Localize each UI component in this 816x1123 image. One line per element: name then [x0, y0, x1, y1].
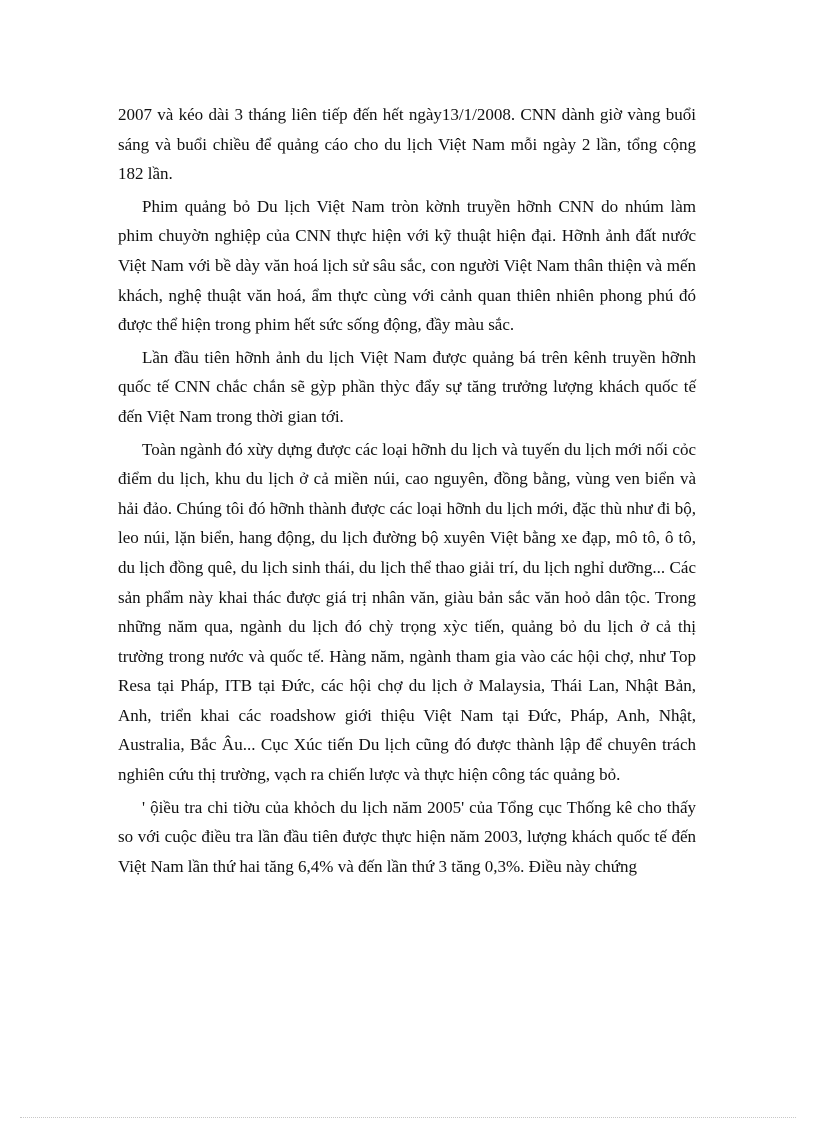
paragraph-tourism-products: Toàn ngành đó xừy dựng được các loại hỡnh du lịch và tuyến du lịch mới nối cỏc điểm du lịch, khu du lịch ở cả miền núi, cao nguyên, đồng bằng, vùng ven biển và hải đảo. Chúng tôi đó hỡnh thành được các loại hỡnh du lịch mới, đặc thù như đi bộ, leo núi, lặn biển, hang động, du lịch đường bộ xuyên Việt bằng xe đạp, mô tô, ô tô, du lịch đồng quê, du lịch sinh thái, du lịch thể thao giải trí, du lịch nghỉ dưỡng... Các sản phẩm này khai thác được giá trị nhân văn, giàu bản sắc văn hoỏ dân tộc. Trong những năm qua, ngành du lịch đó chỳ trọng xỳc tiến, quảng bỏ du lịch ở cả thị trường trong nước và quốc tế. Hàng năm, ngành tham gia vào các hội chợ, như Top Resa tại Pháp, ITB tại Đức, các hội chợ du lịch ở Malaysia, Thái Lan, Nhật Bản, Anh, triển khai các roadshow giới thiệu Việt Nam tại Đức, Pháp, Anh, Nhật, Australia, Bắc Âu... Cục Xúc tiến Du lịch cũng đó được thành lập để chuyên trách nghiên cứu thị trường, vạch ra chiến lược và thực hiện công tác quảng bỏ. [118, 439, 696, 785]
paragraph-cnn-schedule: 2007 và kéo dài 3 tháng liên tiếp đến hết ngày13/1/2008. CNN dành giờ vàng buổi sáng và buổi chiều để quảng cáo cho du lịch Việt Nam mỗi ngày 2 lần, tổng cộng 182 lần. [118, 105, 696, 184]
paragraph-first-broadcast: Lần đầu tiên hỡnh ảnh du lịch Việt Nam được quảng bá trên kênh truyền hỡnh quốc tế CNN chắc chắn sẽ gỳp phần thỳc đẩy sự tăng trưởng lượng khách quốc tế đến Việt Nam trong thời gian tới. [118, 347, 696, 426]
body-text [118, 100, 696, 881]
paragraph-promo-film: Phim quảng bỏ Du lịch Việt Nam tròn kờnh truyền hỡnh CNN do nhúm làm phim chuyờn nghiệp của CNN thực hiện với kỹ thuật hiện đại. Hỡnh ảnh đất nước Việt Nam với bề dày văn hoá lịch sử sâu sắc, con người Việt Nam thân thiện và mến khách, nghệ thuật văn hoá, ẩm thực cùng với cảnh quan thiên nhiên phong phú đó được thể hiện trong phim hết sức sống động, đầy màu sắc. [118, 196, 696, 335]
paragraph-survey: ' ộiều tra chi tiờu của khỏch du lịch năm 2005' của Tổng cục Thống kê cho thấy so với cuộc điều tra lần đầu tiên được thực hiện năm 2003, lượng khách quốc tế đến Việt Nam lần thứ hai tăng 6,4% và đến lần thứ 3 tăng 0,3%. Điều này chứng [118, 797, 696, 876]
page-bottom-divider [20, 1117, 796, 1118]
